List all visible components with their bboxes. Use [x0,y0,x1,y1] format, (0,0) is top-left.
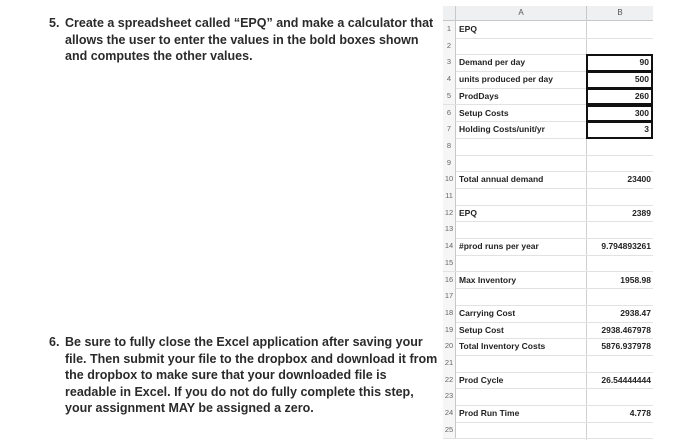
table-row [443,221,653,239]
table-row [443,355,653,373]
cell-b[interactable] [587,288,651,305]
cell-b[interactable]: 4.778 [629,408,651,419]
table-row [443,422,653,440]
row-number[interactable]: 17 [443,288,456,305]
row-number[interactable]: 19 [443,322,456,339]
cell-b[interactable] [587,221,651,238]
table-row [443,288,653,306]
cell-b[interactable]: 1958.98 [620,274,651,285]
table-row [443,305,653,323]
row-number[interactable]: 9 [443,155,456,172]
cell-a[interactable] [459,138,585,155]
table-row [443,388,653,406]
cell-b[interactable] [587,422,651,439]
cell-b[interactable] [587,255,651,272]
cell-b[interactable] [587,355,651,372]
cell-a[interactable] [459,388,585,405]
cell-a[interactable]: EPQ [459,24,477,34]
cell-a[interactable]: Holding Costs/unit/yr [459,124,545,135]
cell-a[interactable]: Prod Run Time [459,408,520,419]
cell-b[interactable] [587,188,651,205]
input-cell-b[interactable]: 3 [586,121,653,139]
table-row [443,88,653,106]
row-number[interactable]: 6 [443,105,456,122]
row-number[interactable]: 3 [443,54,456,71]
cell-b[interactable]: 26.54444444 [601,374,651,385]
table-row [443,21,653,39]
cell-a[interactable]: Total Inventory Costs [459,341,546,352]
row-number[interactable]: 14 [443,238,456,255]
table-row [443,171,653,189]
cell-a[interactable] [459,255,585,272]
table-row [443,105,653,123]
table-row [443,155,653,173]
cell-a[interactable] [459,221,585,238]
instruction-5 [49,15,441,65]
cell-b[interactable] [587,138,651,155]
row-number[interactable]: 23 [443,388,456,405]
cell-b[interactable]: 5876.937978 [601,341,651,352]
row-number[interactable]: 10 [443,171,456,188]
row-number[interactable]: 24 [443,405,456,422]
cell-b[interactable]: 23400 [627,174,651,185]
cell-b[interactable] [587,38,651,55]
column-header-a[interactable]: A [456,6,587,21]
table-row [443,255,653,273]
instruction-number: 6. [49,335,60,349]
input-cell-b[interactable]: 300 [586,105,653,123]
table-row [443,272,653,290]
row-number[interactable]: 15 [443,255,456,272]
table-row [443,38,653,56]
cell-a[interactable]: EPQ [459,207,477,218]
cell-b[interactable]: 2938.467978 [601,324,651,335]
table-row [443,54,653,72]
column-header-b[interactable]: B [587,6,653,21]
row-number[interactable]: 21 [443,355,456,372]
cell-b[interactable] [587,388,651,405]
table-row [443,205,653,223]
table-row [443,338,653,356]
row-number[interactable]: 8 [443,138,456,155]
row-number[interactable]: 22 [443,372,456,389]
cell-a[interactable]: Prod Cycle [459,374,504,385]
cell-a[interactable]: Setup Costs [459,107,509,118]
row-number[interactable]: 16 [443,272,456,289]
cell-a[interactable] [459,422,585,439]
table-row [443,405,653,423]
row-number[interactable]: 13 [443,221,456,238]
instruction-text: Be sure to fully close the Excel application after saving your file. Then submit your file to the dropbox and download it from the dropbox to make sure that your downloaded file is readable in Excel. If you do not do fully complete this step, your assignment MAY be assigned a zero. [65,335,438,415]
cell-b[interactable]: 9.794893261 [601,241,651,252]
cell-a[interactable]: #prod runs per year [459,241,539,252]
cell-a[interactable]: Max Inventory [459,274,517,285]
row-number[interactable]: 12 [443,205,456,222]
row-number[interactable]: 7 [443,121,456,138]
row-number[interactable]: 2 [443,38,456,55]
row-number[interactable]: 20 [443,338,456,355]
cell-a[interactable] [459,355,585,372]
cell-a[interactable]: units produced per day [459,74,553,85]
cell-a[interactable] [459,288,585,305]
cell-b[interactable] [587,21,651,38]
table-row [443,238,653,256]
input-cell-b[interactable]: 90 [586,54,653,72]
row-number[interactable]: 11 [443,188,456,205]
cell-a[interactable] [459,188,585,205]
instruction-number: 5. [49,16,60,30]
cell-b[interactable] [587,155,651,172]
table-row [443,372,653,390]
cell-a[interactable] [459,38,585,55]
table-row [443,322,653,340]
instruction-text: Create a spreadsheet called “EPQ” and make a calculator that allows the user to enter the values in the bold boxes shown and computes the other values. [65,16,434,63]
table-row [443,188,653,206]
input-cell-b[interactable]: 260 [586,88,653,106]
cell-a[interactable]: Setup Cost [459,324,504,335]
spreadsheet [443,6,653,440]
input-cell-b[interactable]: 500 [586,71,653,89]
cell-b[interactable]: 2389 [632,207,651,218]
cell-a[interactable] [459,155,585,172]
row-number[interactable]: 25 [443,422,456,439]
row-number[interactable]: 18 [443,305,456,322]
cell-a[interactable]: ProdDays [459,90,499,101]
row-number[interactable]: 5 [443,88,456,105]
select-all-corner[interactable] [443,6,456,21]
row-number[interactable]: 1 [443,21,456,38]
row-number[interactable]: 4 [443,71,456,88]
cell-b[interactable]: 2938.47 [620,307,651,318]
cell-a[interactable]: Total annual demand [459,174,544,185]
table-row [443,71,653,89]
cell-a[interactable]: Carrying Cost [459,307,516,318]
cell-a[interactable]: Demand per day [459,57,526,68]
table-row [443,138,653,156]
table-row [443,121,653,139]
instruction-6 [49,334,441,417]
